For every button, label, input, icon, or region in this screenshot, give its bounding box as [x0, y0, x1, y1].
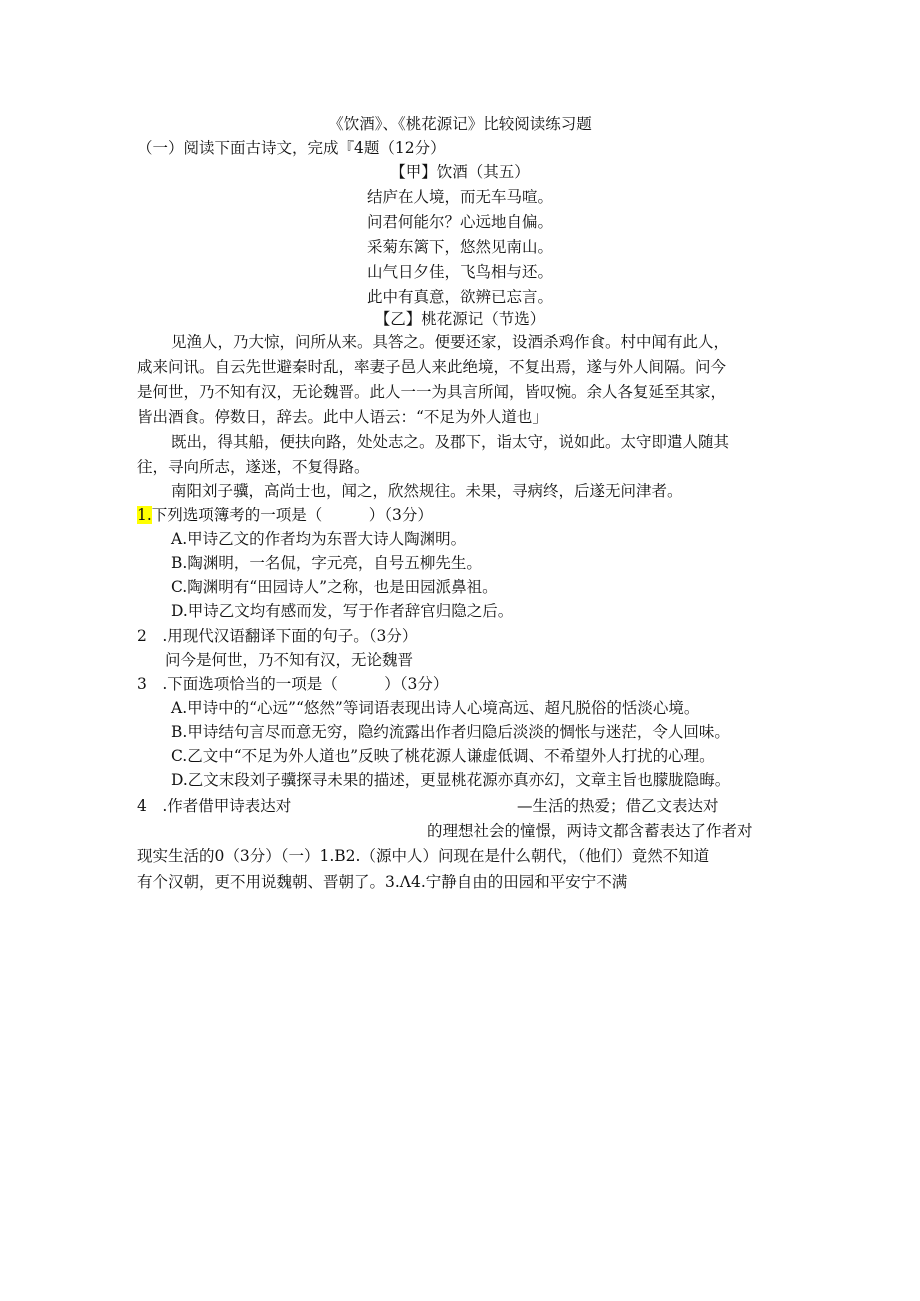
prose-line: 既出，得其船，便扶向路，处处志之。及郡下，诣太守，说如此。太守即遣人随其 — [171, 433, 730, 451]
prose-line: 皆出酒食。停数日，辞去。此中人语云：“不足为外人道也」 — [137, 408, 548, 426]
question-4-part: 的理想社会的憧憬，两诗文都含蓄表达了作者对 — [427, 822, 753, 840]
question-1-option: D.甲诗乙文均有感而发，写于作者辞官归隐之后。 — [171, 602, 514, 620]
prose-line: 咸来问讯。自云先世避秦时乱，率妻子邑人来此绝境，不复出焉，遂与外人间隔。问今 — [137, 358, 727, 376]
poem-line: 山气日夕佳，飞鸟相与还。 — [366, 263, 553, 281]
prose-line: 是何世，乃不知有汉，无论魏晋。此人一一为具言所闻，皆叹惋。余人各复延至其家， — [137, 383, 727, 401]
poem-line: 结庐在人境，而无车马喧。 — [366, 188, 553, 206]
question-1-option: B.陶渊明，一名侃，字元亮，自号五柳先生。 — [171, 554, 482, 572]
question-4-part: —生活的热爱；借乙文表达对 — [517, 797, 719, 815]
question-2-stem: 2 .用现代汉语翻译下面的句子。（3分） — [137, 627, 418, 645]
question-1-option: A.甲诗乙文的作者均为东晋大诗人陶渊明。 — [171, 530, 467, 548]
question-1-text: 下列选项簿考的一项是（ ）（3分） — [151, 506, 433, 524]
poem-heading: 【甲】饮酒（其五） — [390, 163, 530, 181]
question-4-part: 4 .作者借甲诗表达对 — [137, 797, 292, 815]
poem-line: 问君何能尔？心远地自偏。 — [366, 213, 553, 231]
page-title: 《饮酒》、《桃花源记》比较阅读练习题 — [328, 115, 592, 133]
question-3-option: C.乙文中“不足为外人道也”反映了桃花源人谦虚低调、不希望外人打扰的心理。 — [171, 747, 715, 765]
question-3-stem: 3 .下面选项恰当的一项是（ ）（3分） — [137, 675, 449, 693]
question-1-option: C.陶渊明有“田园诗人”之称，也是田园派鼻祖。 — [171, 578, 498, 596]
question-3-option: D.乙文末段刘子骥探寻未果的描述，更显桃花源亦真亦幻，文章主旨也朦胧隐晦。 — [171, 771, 731, 789]
answer-key-line: 有个汉朝，更不用说魏朝、晋朝了。3.Λ4.宁静自由的田园和平安宁不满 — [137, 873, 628, 891]
question-2-sentence: 问今是何世，乃不知有汉，无论魏晋 — [165, 651, 414, 669]
question-3-option: A.甲诗中的“心远”“悠然”等词语表现出诗人心境高远、超凡脱俗的恬淡心境。 — [171, 699, 700, 717]
prose-line: 往，寻向所志，遂迷，不复得路。 — [137, 458, 370, 476]
question-3-option: B.甲诗结句言尽而意无穷，隐约流露出作者归隐后淡淡的惆怅与迷茫，令人回味。 — [171, 723, 730, 741]
poem-line: 采菊东篱下，悠然见南山。 — [366, 238, 553, 256]
poem-line: 此中有真意，欲辨已忘言。 — [366, 288, 553, 306]
section-intro: （一）阅读下面古诗文，完成『4题（12分） — [137, 139, 446, 157]
question-1-number: 1. — [137, 506, 152, 524]
question-1-stem — [137, 503, 433, 528]
answer-key-line: 现实生活的0（3分）（一）1.B2.（源中人）问现在是什么朝代，（他们）竟然不知道 — [137, 847, 710, 865]
prose-line: 见渔人，乃大惊，问所从来。具答之。便要还家，设酒杀鸡作食。村中闻有此人， — [171, 333, 730, 351]
prose-line: 南阳刘子骥，高尚士也，闻之，欣然规往。未果，寻病终，后遂无问津者。 — [171, 482, 683, 500]
prose-heading: 【乙】桃花源记（节选） — [374, 310, 546, 328]
